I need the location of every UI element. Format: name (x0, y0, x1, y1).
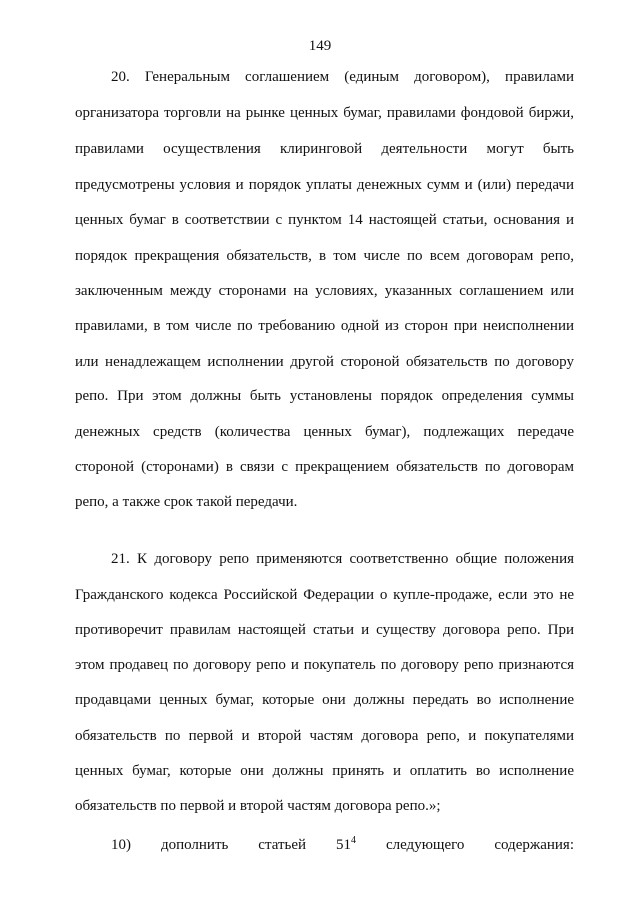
amendment-text-before: 10) дополнить статьей 51 (111, 837, 351, 853)
text-line: противоречит правилам настоящей статьи и существу договора репо. При (75, 622, 574, 638)
page-number: 149 (308, 38, 332, 54)
text-line: предусмотрены условия и порядок уплаты денежных сумм и (или) передачи (75, 177, 574, 193)
text-line: обязательств по первой и второй частям договора репо, и покупателями (75, 728, 574, 744)
text-line: организатора торговли на рынке ценных бумаг, правилами фондовой биржи, (75, 105, 574, 121)
amendment-text-after: следующего содержания: (356, 837, 574, 853)
text-line: заключенным между сторонами на условиях, указанных соглашением или (75, 283, 574, 299)
text-line: Гражданского кодекса Российской Федерации о купле-продаже, если это не (75, 587, 574, 603)
text-line: ценных бумаг в соответствии с пунктом 14 настоящей статьи, основания и (75, 212, 574, 228)
text-line: продавцами ценных бумаг, которые они должны передать во исполнение (75, 692, 574, 708)
text-line: правилами осуществления клиринговой деятельности могут быть (75, 141, 574, 157)
amendment-line (111, 835, 574, 855)
text-line: 21. К договору репо применяются соответственно общие положения (111, 551, 574, 567)
text-line: обязательств по первой и второй частям договора репо.»; (75, 798, 441, 814)
text-line: или ненадлежащем исполнении другой стороной обязательств по договору (75, 354, 574, 370)
text-line: порядок прекращения обязательств, в том числе по всем договорам репо, (75, 248, 574, 264)
text-line: репо. При этом должны быть установлены порядок определения суммы (75, 388, 574, 404)
text-line: 20. Генеральным соглашением (единым договором), правилами (111, 69, 574, 85)
article-superscript: 4 (351, 835, 356, 846)
text-line: правилами, в том числе по требованию одной из сторон при неисполнении (75, 318, 574, 334)
text-line: денежных средств (количества ценных бумаг), подлежащих передаче (75, 424, 574, 440)
text-line: стороной (сторонами) в связи с прекращением обязательств по договорам (75, 459, 574, 475)
text-line: репо, а также срок такой передачи. (75, 494, 298, 510)
text-line: этом продавец по договору репо и покупатель по договору репо признаются (75, 657, 574, 673)
text-line: ценных бумаг, которые они должны принять и оплатить во исполнение (75, 763, 574, 779)
